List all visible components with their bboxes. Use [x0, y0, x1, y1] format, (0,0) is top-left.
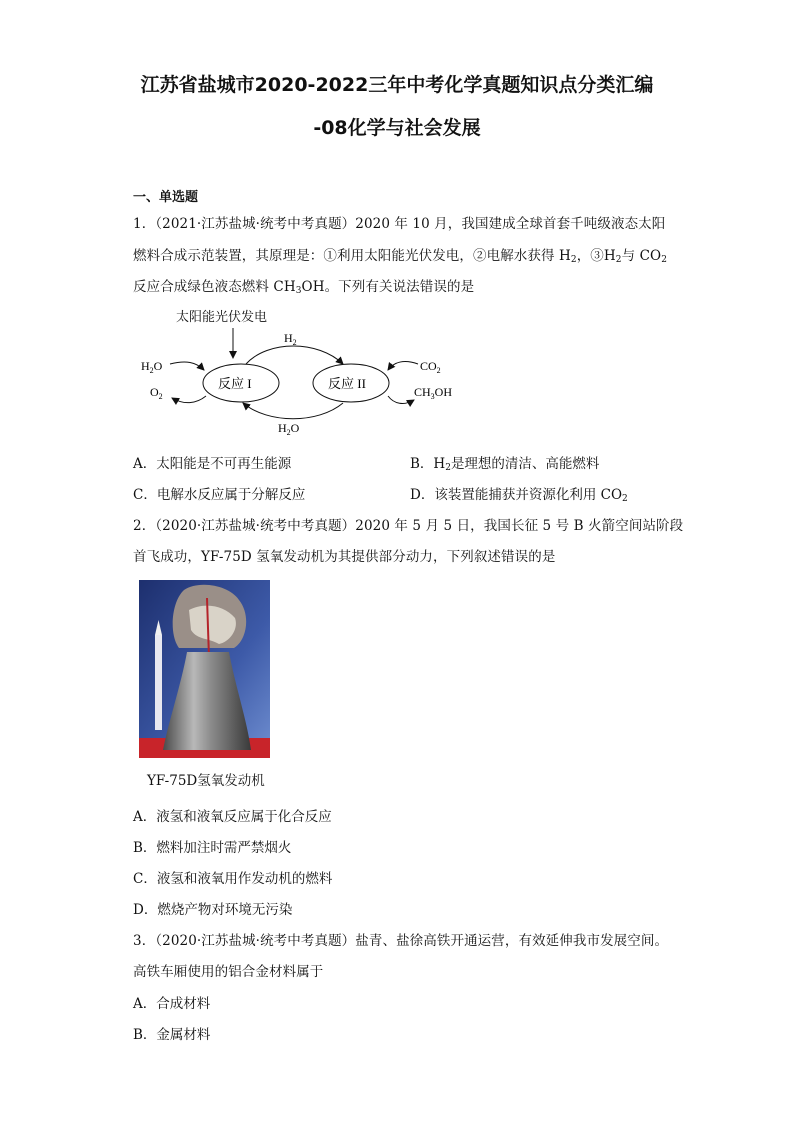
h2o-left-label: $H_2O$ — [141, 359, 163, 375]
q1-stem-line2: 燃料合成示范装置，其原理是：①利用太阳能光伏发电，②电解水获得 $H_2$，$③H_2$与 $CO_2$ — [133, 248, 668, 265]
q2-stem-line2: 首飞成功，YF-75D 氢氧发动机为其提供部分动力，下列叙述错误的是 — [133, 549, 556, 565]
rocket-engine-photo — [139, 580, 270, 758]
q2-option-d: D．燃烧产物对环境无污染 — [133, 902, 293, 918]
solar-power-label: 太阳能光伏发电 — [176, 309, 268, 324]
engine-caption: YF-75D氢氧发动机 — [147, 773, 265, 789]
ch3oh-label: $CH_3OH$ — [414, 385, 453, 401]
q3-option-a: A．合成材料 — [133, 996, 211, 1012]
h2-arrow — [246, 346, 343, 364]
doc-title-line2: -08化学与社会发展 — [313, 117, 481, 139]
h2-top-label: $H_2$ — [284, 331, 297, 347]
reaction2-label: 反应 II — [328, 376, 366, 391]
q2-stem-line1: 2．（2020·江苏盐城·统考中考真题）2020 年 5 月 5 日，我国长征 5 号 B 火箭空间站阶段 — [133, 518, 684, 534]
q3-stem-line2: 高铁车厢使用的铝合金材料属于 — [133, 964, 324, 980]
q1-option-d: D．该装置能捕获并资源化利用 $CO_2$ — [410, 487, 628, 504]
q1-option-c: C．电解水反应属于分解反应 — [133, 487, 306, 503]
h2o-bottom-label: $H_2O$ — [278, 421, 300, 437]
q1-stem-line3: 反应合成绿色液态燃料 $CH_3OH$。下列有关说法错误的是 — [133, 279, 475, 296]
q1-option-a: A．太阳能是不可再生能源 — [133, 456, 292, 472]
rocket-model — [155, 635, 162, 730]
h2o-return-arrow — [243, 403, 343, 419]
q2-option-b: B．燃料加注时需严禁烟火 — [133, 840, 292, 856]
co2-label: $CO_2$ — [420, 359, 441, 375]
o2-out-arrow — [172, 396, 206, 403]
q1-option-b: B．$H_2$是理想的清洁、高能燃料 — [410, 456, 600, 473]
reaction-diagram — [138, 306, 468, 441]
ch3oh-out-arrow — [388, 396, 414, 403]
q3-stem-line1: 3．（2020·江苏盐城·统考中考真题）盐青、盐徐高铁开通运营，有效延伸我市发展空间。 — [133, 933, 669, 949]
co2-in-arrow — [388, 362, 418, 370]
reaction1-label: 反应 I — [218, 376, 252, 391]
q1-stem-line1: 1．（2021·江苏盐城·统考中考真题）2020 年 10 月，我国建成全球首套千吨级液态太阳 — [133, 216, 666, 232]
doc-title-line1: 江苏省盐城市2020-2022三年中考化学真题知识点分类汇编 — [140, 74, 654, 96]
q2-option-c: C．液氢和液氧用作发动机的燃料 — [133, 871, 333, 887]
q2-option-a: A．液氢和液氧反应属于化合反应 — [133, 809, 332, 825]
h2o-in-arrow — [170, 362, 204, 370]
o2-label: $O_2$ — [150, 385, 163, 401]
q3-option-b: B．金属材料 — [133, 1027, 211, 1043]
section-heading: 一、单选题 — [133, 190, 199, 205]
